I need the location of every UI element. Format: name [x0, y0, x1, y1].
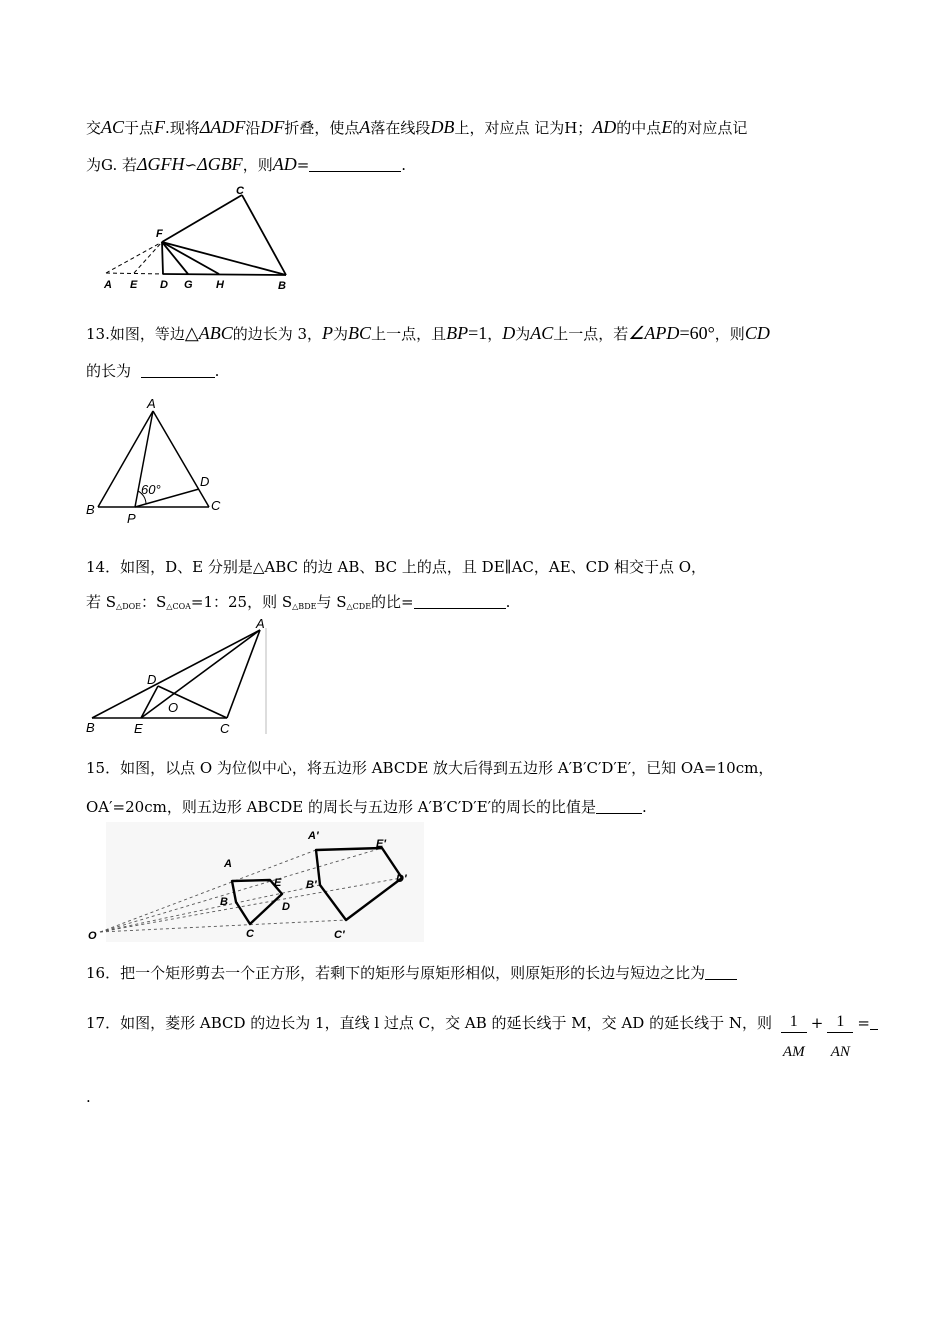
fig13-label-d: D [200, 474, 210, 489]
fig13-label-c: C [211, 498, 221, 513]
answer-blank-15[interactable] [596, 799, 642, 814]
answer-blank-16[interactable] [705, 965, 737, 980]
fig12-label-b: B [278, 280, 286, 292]
fig13-label-b: B [86, 502, 95, 517]
fig12-label-h: H [216, 279, 224, 291]
fig14-label-e: E [134, 721, 143, 736]
fig12-label-a: A [104, 279, 112, 291]
fig14-label-o: O [168, 700, 179, 715]
q16-line-1: 16．把一个矩形剪去一个正方形，若剩下的矩形与原矩形相似，则原矩形的长边与短边之比为 [86, 962, 737, 984]
fig15-label-b-prime: B′ [306, 879, 317, 891]
fig12-label-e: E [130, 279, 138, 291]
fig15-label-c: C [246, 928, 254, 940]
q15-line-2: OA′=20cm，则五边形 ABCDE 的周长与五边形 A′B′C′D′E′的周长的比值是 . [86, 798, 647, 816]
fig12-label-c: C [236, 185, 244, 197]
fig15-label-e: E [274, 877, 282, 889]
q13-figure [84, 396, 234, 526]
fig15-label-a-prime: A′ [308, 830, 319, 842]
q14-line-2: 若 $S_{\triangle DOE}$：$S_{\triangle COA}=1$：25，则 $S_{\triangle BDE}$与 $S_{\triangle CDE}$的比= . [86, 593, 511, 611]
q14-figure [84, 618, 274, 736]
fig12-label-g: G [184, 279, 193, 291]
fig15-label-d: D [282, 901, 290, 913]
q17-line-2: . [86, 1088, 91, 1106]
answer-blank-14[interactable] [414, 594, 506, 609]
fig15-label-d-prime: D′ [396, 873, 407, 885]
q13-line-2: 的长为 . [86, 362, 220, 380]
q13-line-1: 13.如图，等边△ABC的边长为 3，P为BC上一点，且BP=1，D为AC上一点，若∠APD=60°，则CD [86, 323, 770, 343]
q12-line-2: 为G. 若ΔGFH∽ΔGBF，则AD= . [86, 154, 407, 174]
q14-line-1: 14．如图，D、E 分别是△ABC 的边 AB、BC 上的点，且 DE∥AC，AE、CD 相交于点 O， [86, 558, 707, 576]
fig12-label-f: F [156, 228, 163, 240]
fig15-label-c-prime: C′ [334, 929, 345, 941]
fig13-angle-label: 60° [141, 482, 161, 497]
answer-blank-13[interactable] [141, 363, 215, 378]
q17-line-1: 17．如图，菱形 ABCD 的边长为 1，直线 l 过点 C，交 AB 的延长线于 M，交 AD 的延长线于 N，则 $\frac{1}{AM}$ + $\frac{1}{AN}$ = [86, 1012, 878, 1061]
fig12-label-d: D [160, 279, 168, 291]
fig15-label-b: B [220, 896, 228, 908]
answer-blank-12[interactable] [309, 157, 401, 172]
fig13-label-a: A [147, 396, 156, 411]
fig13-label-p: P [127, 511, 136, 526]
fig14-label-d: D [147, 672, 157, 687]
fig15-label-e-prime: E′ [376, 838, 386, 850]
fig14-label-c: C [220, 721, 230, 736]
fig14-label-a: A [256, 616, 265, 631]
q15-figure [84, 822, 424, 942]
fig15-label-o: O [88, 930, 97, 942]
fig14-label-b: B [86, 720, 95, 735]
q12-line-1: 交AC于点F.现将ΔADF沿DF折叠，使点A落在线段DB上，对应点 记为H；AD的中点E的对应点记 [86, 117, 748, 137]
q15-line-1: 15．如图，以点 O 为位似中心，将五边形 ABCDE 放大后得到五边形 A′B′C′D′E′，已知 OA=10cm， [86, 759, 774, 777]
fraction-1-over-am: $\frac{1}{AM}$ [781, 1013, 807, 1061]
fig15-label-a: A [224, 858, 232, 870]
answer-blank-17[interactable] [870, 1015, 878, 1030]
fraction-1-over-an: $\frac{1}{AN}$ [827, 1013, 853, 1061]
q12-figure [96, 185, 296, 292]
